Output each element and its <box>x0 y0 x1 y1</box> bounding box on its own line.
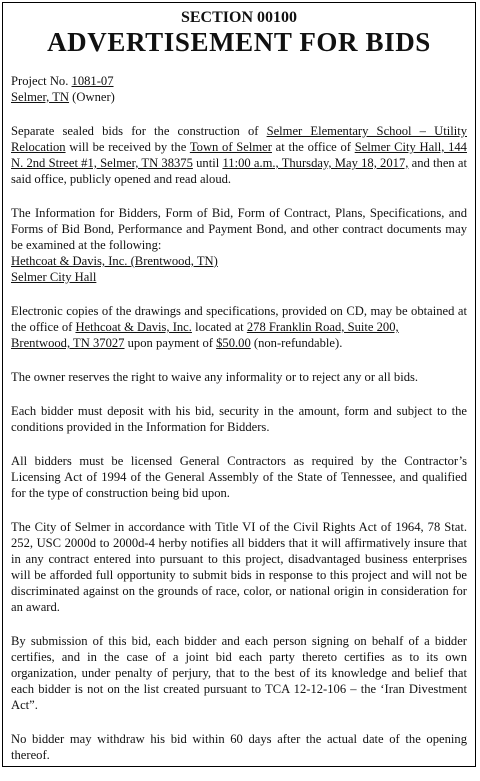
electronic-copies-paragraph <box>11 303 467 351</box>
owner-city: Selmer, TN <box>11 90 70 104</box>
text-run: until <box>192 156 223 170</box>
bid-receipt-paragraph <box>11 123 467 187</box>
owner-name: Town of Selmer <box>189 140 272 154</box>
text-run: Separate sealed bids for the construction of <box>11 124 267 138</box>
certification-paragraph: By submission of this bid, each bidder and each person signing on behalf of a bidder certifies, and in the case of a joint bid each party thereto certifies as to its own organization, under penalty of perjury, that to the best of its knowledge and belief that each bidder is not on the list created pursuant to TCA 12-12-106 – the ‘Iran Divestment Act”. <box>11 634 467 712</box>
withdrawal-paragraph: No bidder may withdraw his bid within 60 days after the actual date of the opening thereof. <box>11 732 467 762</box>
text-run: The Information for Bidders, Form of Bid, Form of Contract, Plans, Specifications, and Forms of Bid Bond, Performance and Payment Bond, and other contract documents may be examined at the following: <box>11 206 467 252</box>
notice-body <box>11 73 467 781</box>
documents-paragraph <box>11 205 467 285</box>
firm-address-line1: 278 Franklin Road, Suite 200, <box>246 320 399 334</box>
text-run: located at <box>191 320 247 334</box>
licensing-paragraph: All bidders must be licensed General Contractors as required by the Contractor’s Licensing Act of 1994 of the General Assembly of the State of Tennessee, and qualified for the type of construction being bid upon. <box>11 454 467 500</box>
text-run: at the office of <box>271 140 355 154</box>
exam-location-2: Selmer City Hall <box>11 270 97 284</box>
text-run: and then at said office, publicly opened and read aloud. <box>11 156 468 186</box>
bid-location: Selmer City Hall, 144 N. 2nd Street #1, Selmer, TN 38375 <box>11 140 467 170</box>
owner-suffix: (Owner) <box>69 90 115 104</box>
project-label: Project No. <box>11 74 69 88</box>
waiver-paragraph: The owner reserves the right to waive any informality or to reject any or all bids. <box>11 370 419 384</box>
exam-location-1: Hethcoat & Davis, Inc. (Brentwood, TN) <box>11 254 218 268</box>
project-info <box>11 73 467 105</box>
page-title: ADVERTISEMENT FOR BIDS <box>47 27 431 57</box>
advertisement-notice <box>2 2 476 767</box>
project-number: 1081-07 <box>71 74 114 88</box>
cd-fee: $50.00 <box>216 336 251 350</box>
text-run: upon payment of <box>124 336 217 350</box>
civil-rights-paragraph: The City of Selmer in accordance with Title VI of the Civil Rights Act of 1964, 78 Stat. 252, USC 2000d to 2000d-4 herby notifies all bidders that it will affirmatively insure that in any contract entered into pursuant to this project, disadvantaged business enterprises will be afforded full opportunity to submit bids in response to this project and will not be discriminated against on the grounds of race, color, or national origin in consideration for an award. <box>11 520 467 614</box>
section-number: SECTION 00100 <box>180 9 298 26</box>
bid-deadline: 11:00 a.m., Thursday, May 18, 2017, <box>222 156 409 170</box>
text-run: will be received by the <box>65 140 190 154</box>
firm-name: Hethcoat & Davis, Inc. <box>75 320 192 334</box>
project-name: Selmer Elementary School – Utility Relocation <box>11 124 467 154</box>
security-paragraph: Each bidder must deposit with his bid, security in the amount, form and subject to the conditions provided in the Information for Bidders. <box>11 404 467 434</box>
firm-address-line2: Brentwood, TN 37027 <box>11 336 125 350</box>
text-run: (non-refundable). <box>250 336 343 350</box>
text-run: Electronic copies of the drawings and specifications, provided on CD, may be obtained at the office of <box>11 304 467 334</box>
